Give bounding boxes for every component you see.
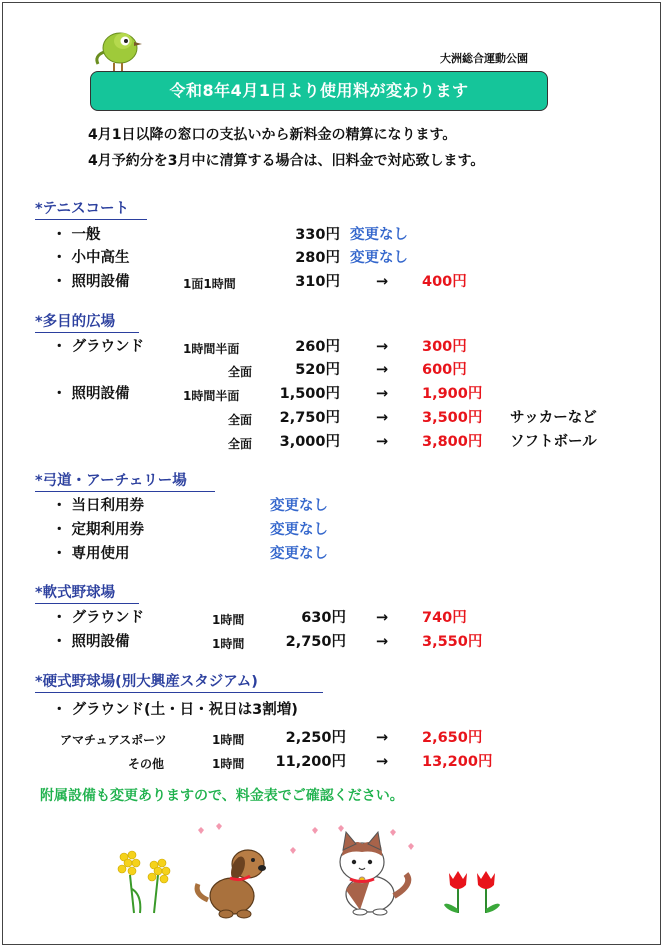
old-price: 11,200円 [275, 754, 346, 770]
new-price: 3,800円 [422, 434, 483, 450]
section-title-softball: *軟式野球場 [35, 584, 139, 604]
row-label: ・ 一般 [52, 227, 101, 243]
old-price: 330円 [295, 227, 340, 243]
new-price: 13,200円 [422, 754, 493, 770]
row-label: ・ グラウンド [52, 339, 145, 355]
old-price: 1,500円 [279, 386, 340, 402]
old-price: 3,000円 [279, 434, 340, 450]
footer-note: 附属設備も変更ありますので、料金表でご確認ください。 [40, 788, 404, 804]
row-label: ・ 照明設備 [52, 386, 130, 402]
new-price: 2,650円 [422, 730, 483, 746]
row-unit: 1時間 [212, 637, 245, 651]
section-title-multi: *多目的広場 [35, 313, 139, 333]
new-price: 1,900円 [422, 386, 483, 402]
arrow: → [376, 434, 389, 450]
arrow: → [376, 754, 389, 770]
new-price: 3,500円 [422, 410, 483, 426]
old-price: 280円 [295, 250, 340, 266]
old-price: 2,250円 [285, 730, 346, 746]
new-price: 変更なし [350, 227, 408, 243]
old-price: 260円 [295, 339, 340, 355]
row-unit: 1時間半面 [183, 342, 240, 356]
bird-icon [92, 26, 144, 76]
old-price: 630円 [301, 610, 346, 626]
row-unit: 1時間 [212, 733, 245, 747]
row-label: ・ 照明設備 [52, 274, 130, 290]
row-label: ・ グラウンド [52, 610, 145, 626]
new-price: 変更なし [270, 522, 328, 538]
new-price: 変更なし [350, 250, 408, 266]
row-unit: 1時間 [212, 757, 245, 771]
row-label: ・ 専用使用 [52, 546, 130, 562]
arrow: → [376, 634, 389, 650]
row-unit: 1時間 [212, 613, 245, 627]
title-banner [90, 71, 548, 111]
new-price: 変更なし [270, 546, 328, 562]
intro-line-2: 4月予約分を3月中に清算する場合は、旧料金で対応致します。 [88, 153, 485, 169]
row-label: その他 [128, 757, 165, 771]
row-unit: 全面 [228, 437, 253, 451]
rapeseed-flower-icon [110, 845, 180, 915]
row-label: ・ 小中高生 [52, 250, 130, 266]
row-unit: 1面1時間 [183, 277, 236, 291]
new-price: 300円 [422, 339, 467, 355]
old-price: 2,750円 [285, 634, 346, 650]
row-note: サッカーなど [510, 410, 597, 426]
new-price: 600円 [422, 362, 467, 378]
page-title: 令和8年4月1日より使用料が変わります [169, 81, 469, 100]
arrow: → [376, 730, 389, 746]
old-price: 2,750円 [279, 410, 340, 426]
hardball-subtitle: ・ グラウンド(土・日・祝日は3割増) [52, 702, 298, 718]
row-unit: 1時間半面 [183, 389, 240, 403]
new-price: 3,550円 [422, 634, 483, 650]
intro-line-1: 4月1日以降の窓口の支払いから新料金の精算になります。 [88, 127, 457, 143]
old-price: 520円 [295, 362, 340, 378]
row-label: アマチュアスポーツ [60, 733, 167, 747]
new-price: 変更なし [270, 498, 328, 514]
tulip-icon [438, 865, 508, 915]
arrow: → [376, 386, 389, 402]
old-price: 310円 [295, 274, 340, 290]
row-label: ・ 定期利用券 [52, 522, 145, 538]
arrow: → [376, 339, 389, 355]
row-unit: 全面 [228, 365, 253, 379]
section-title-tennis: *テニスコート [35, 200, 147, 220]
arrow: → [376, 362, 389, 378]
row-label: ・ 照明設備 [52, 634, 130, 650]
arrow: → [376, 410, 389, 426]
row-note: ソフトボール [510, 434, 597, 450]
row-label: ・ 当日利用券 [52, 498, 145, 514]
organization-name: 大洲総合運動公園 [440, 52, 528, 65]
new-price: 740円 [422, 610, 467, 626]
new-price: 400円 [422, 274, 467, 290]
arrow: → [376, 274, 389, 290]
row-unit: 全面 [228, 413, 253, 427]
section-title-archery: *弓道・アーチェリー場 [35, 472, 215, 492]
heart-icon [190, 820, 430, 860]
section-title-hardball: *硬式野球場(別大興産スタジアム) [35, 673, 323, 693]
arrow: → [376, 610, 389, 626]
